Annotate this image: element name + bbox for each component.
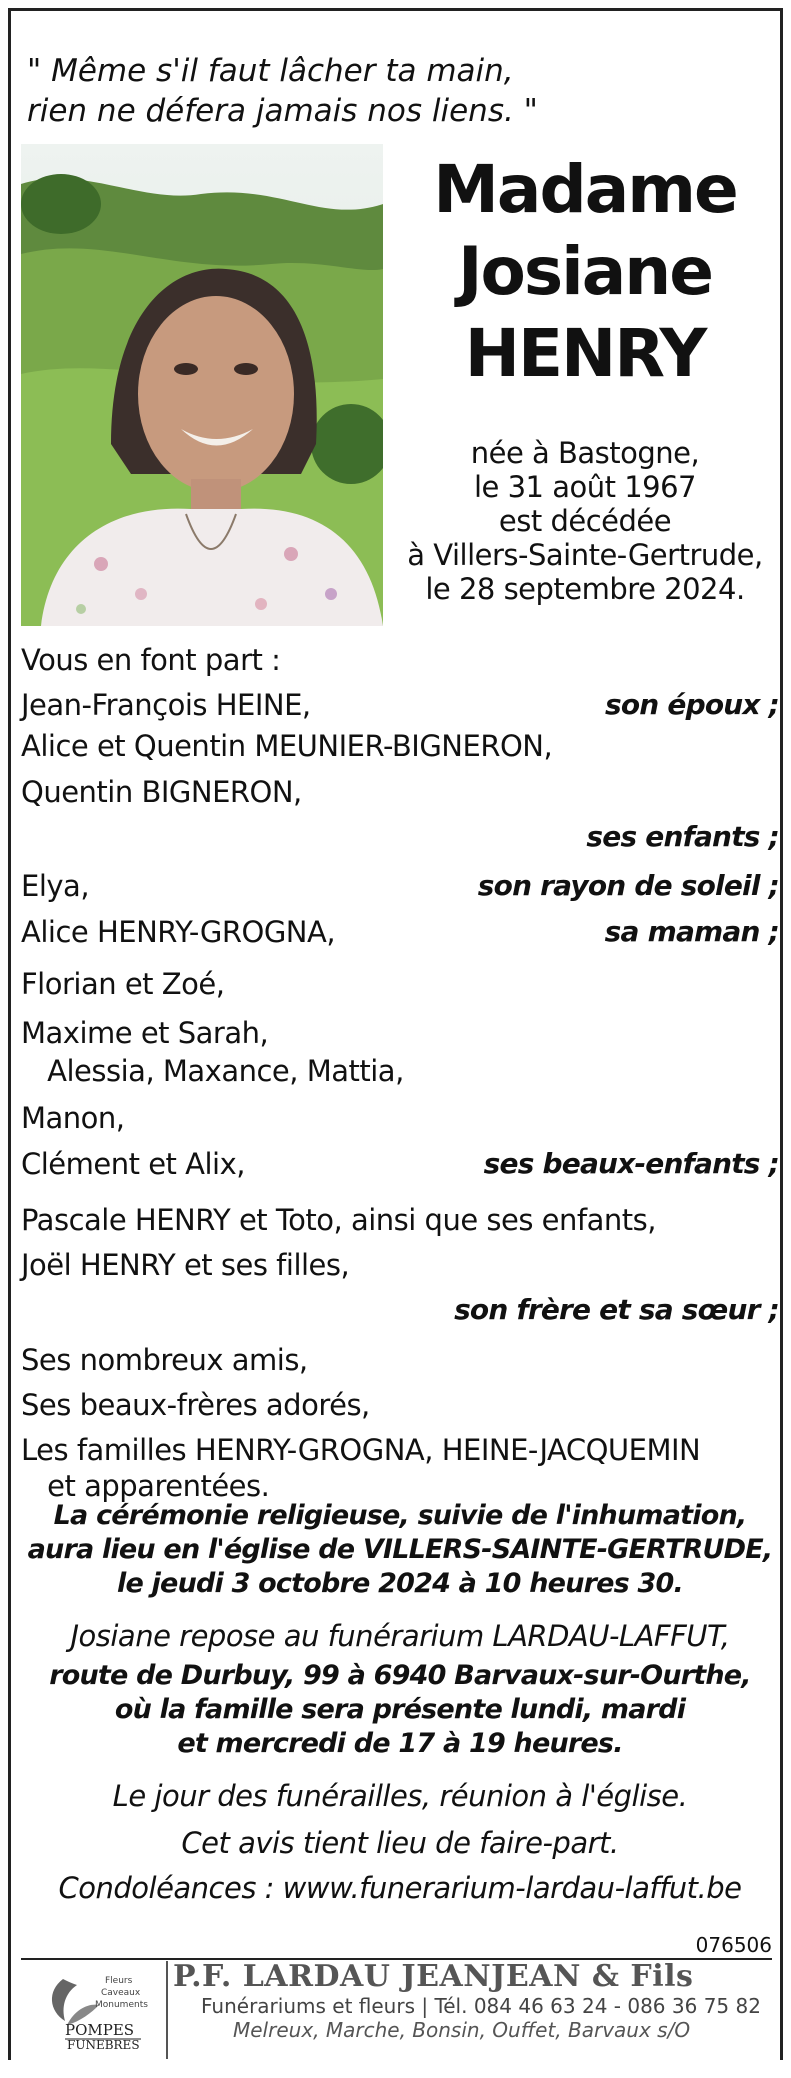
- family-relation: ses enfants ;: [586, 820, 779, 853]
- family-member: Elya,: [21, 869, 90, 903]
- reunion-note: Le jour des funérailles, réunion à l'église.: [112, 1779, 688, 1813]
- deceased-first-name: Josiane: [457, 233, 713, 310]
- logo-word-monuments: Monuments: [95, 2000, 148, 2010]
- family-member: Les familles HENRY-GROGNA, HEINE-JACQUEMIN: [21, 1433, 701, 1467]
- death-place: à Villers-Sainte-Gertrude,: [407, 538, 763, 572]
- ceremony-info: [21, 1499, 779, 1601]
- obituary-notice: [8, 8, 783, 2060]
- family-row: [21, 869, 779, 909]
- family-row: [21, 1054, 779, 1094]
- footer-separator: [166, 1961, 168, 2059]
- ceremony-line: aura lieu en l'église de VILLERS-SAINTE-GERTRUDE,: [27, 1534, 773, 1565]
- family-row: [21, 820, 779, 860]
- family-row: [21, 1293, 779, 1333]
- pompes-funebres-logo: [41, 1969, 161, 2053]
- family-member: Alice HENRY-GROGNA,: [21, 915, 336, 949]
- family-row: [21, 775, 779, 815]
- family-relation: sa maman ;: [604, 915, 779, 948]
- ceremony-line: La cérémonie religieuse, suivie de l'inhumation,: [53, 1500, 747, 1531]
- company-locations: Melreux, Marche, Bonsin, Ouffet, Barvaux s/O: [233, 2018, 691, 2042]
- family-member: Ses nombreux amis,: [21, 1343, 308, 1377]
- family-relation: son frère et sa sœur ;: [454, 1293, 779, 1326]
- family-row: [21, 1248, 779, 1288]
- birth-date: le 31 août 1967: [473, 470, 697, 504]
- birth-death-info: [389, 436, 781, 606]
- visitation-details: [21, 1659, 779, 1761]
- family-row: [21, 688, 779, 728]
- quote-line: " Même s'il faut lâcher ta main,: [27, 53, 514, 89]
- visitation-line: route de Durbuy, 99 à 6940 Barvaux-sur-Ourthe,: [49, 1660, 751, 1691]
- family-member: Manon,: [21, 1101, 125, 1135]
- family-member: Ses beaux-frères adorés,: [21, 1388, 370, 1422]
- family-row: [21, 1203, 779, 1243]
- family-member: Pascale HENRY et Toto, ainsi que ses enfants,: [21, 1203, 656, 1237]
- family-member: Maxime et Sarah,: [21, 1016, 269, 1050]
- deceased-last-name: HENRY: [464, 315, 706, 392]
- family-relation: son époux ;: [605, 688, 779, 721]
- family-member: Quentin BIGNERON,: [21, 775, 302, 809]
- family-relation: ses beaux-enfants ;: [483, 1147, 779, 1180]
- family-member: Joël HENRY et ses filles,: [21, 1248, 350, 1282]
- birth-place: née à Bastogne,: [470, 436, 700, 470]
- family-row: [21, 1343, 779, 1383]
- condolences-link[interactable]: Condoléances : www.funerarium-lardau-laffut.be: [58, 1871, 742, 1905]
- visitation-line: où la famille sera présente lundi, mardi: [114, 1694, 686, 1725]
- family-member: Florian et Zoé,: [21, 967, 225, 1001]
- family-row: [21, 1388, 779, 1428]
- logo-word-caveaux: Caveaux: [101, 1988, 141, 1998]
- family-member: Alice et Quentin MEUNIER-BIGNERON,: [21, 729, 553, 763]
- company-services: Funérariums et fleurs | Tél. 084 46 63 24 - 086 36 75 82: [201, 1994, 761, 2018]
- epitaph-quote: [27, 51, 538, 131]
- logo-word-fleurs: Fleurs: [105, 1976, 133, 1986]
- family-row: [21, 1147, 779, 1187]
- family-member: Alessia, Maxance, Mattia,: [21, 1054, 404, 1088]
- portrait-photo: [21, 144, 383, 626]
- quote-line: rien ne défera jamais nos liens. ": [27, 93, 538, 129]
- family-row: [21, 1101, 779, 1141]
- family-row: [21, 915, 779, 955]
- logo-word-pompes: POMPES: [65, 2021, 135, 2039]
- faire-part-note: Cet avis tient lieu de faire-part.: [181, 1826, 619, 1860]
- family-row: [21, 1433, 779, 1473]
- deceased-title: Madame: [433, 151, 737, 228]
- family-member: Clément et Alix,: [21, 1147, 245, 1181]
- family-intro: [21, 643, 779, 683]
- visitation-line: Josiane repose au funérarium LARDAU-LAFFUT,: [70, 1619, 730, 1653]
- funeral-company-block: [173, 1959, 773, 2042]
- company-name: P.F. LARDAU JEANJEAN & Fils: [173, 1959, 694, 1994]
- family-member: Jean-François HEINE,: [21, 688, 311, 722]
- death-date: le 28 septembre 2024.: [425, 572, 745, 606]
- family-row: [21, 967, 779, 1007]
- logo-word-funebres: FUNEBRES: [67, 2038, 140, 2052]
- reference-number: 076506: [695, 1933, 772, 1957]
- family-row: [21, 729, 779, 769]
- ceremony-line: le jeudi 3 octobre 2024 à 10 heures 30.: [117, 1568, 683, 1599]
- intro-text: Vous en font part :: [21, 643, 281, 677]
- family-row: [21, 1016, 779, 1056]
- visitation-line: et mercredi de 17 à 19 heures.: [177, 1728, 623, 1759]
- death-verb: est décédée: [498, 504, 672, 538]
- family-member: et apparentées.: [21, 1469, 270, 1503]
- family-relation: son rayon de soleil ;: [477, 869, 779, 902]
